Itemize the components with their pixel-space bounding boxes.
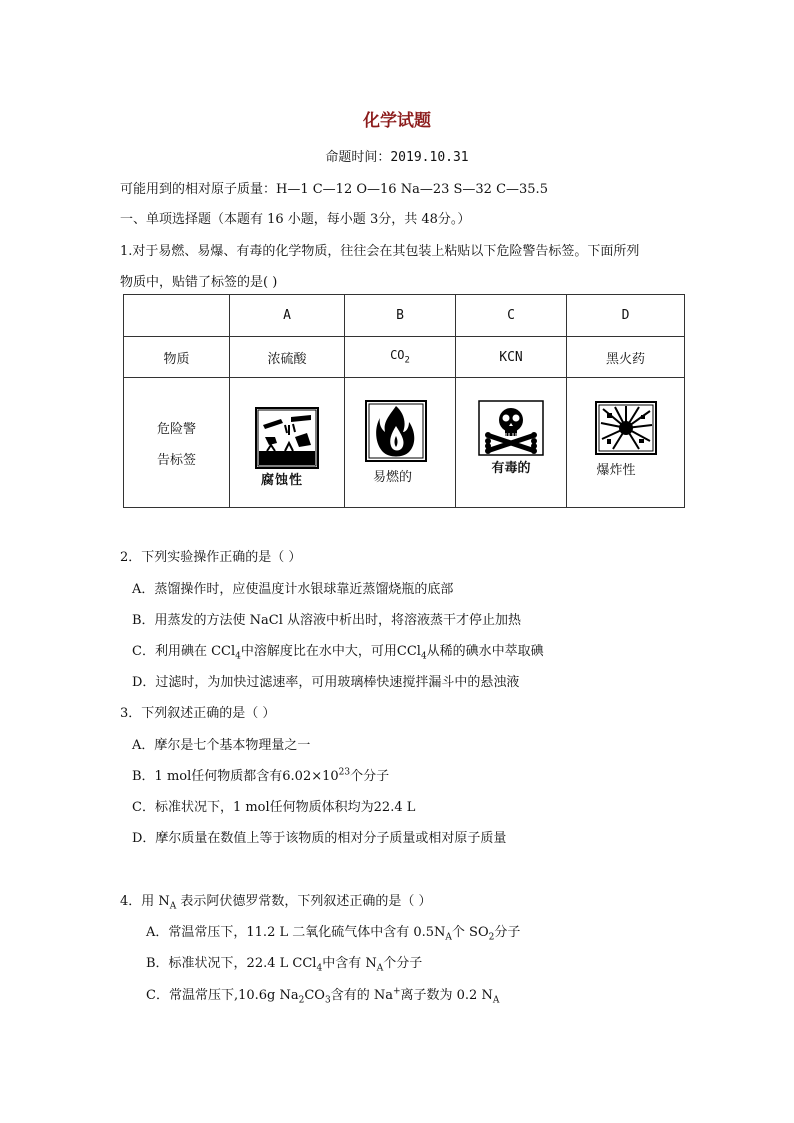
page-title: 化学试题 — [363, 111, 431, 131]
q2-option-a: A．蒸馏操作时，应使温度计水银球靠近蒸馏烧瓶的底部 — [132, 582, 454, 597]
col-header-c: C — [456, 295, 567, 337]
row-label-hazard: 危险警 告标签 — [124, 378, 230, 508]
q1-stem-line1: 1.对于易燃、易爆、有毒的化学物质，往往会在其包装上粘贴以下危险警告标签。下面所列 — [120, 244, 640, 259]
col-header-b: B — [345, 295, 456, 337]
q4-stem: 4．用 $N_A$ 表示阿伏德罗常数，下列叙述正确的是（ ） — [120, 894, 432, 912]
q3-option-a: A．摩尔是七个基本物理量之一 — [132, 738, 311, 753]
q3-stem: 3．下列叙述正确的是（ ） — [120, 706, 276, 721]
date-label: 命题时间： — [325, 150, 391, 165]
q4-option-b: B．标准状况下，22.4 L CCl$_4$中含有 $N_A$个分子 — [146, 956, 423, 974]
q3-option-b: B．1 mol任何物质都含有$6.02\times 10^{23}$个分子 — [132, 767, 390, 784]
corrosive-icon — [255, 407, 319, 469]
q2-option-b: B．用蒸发的方法使 NaCl 从溶液中析出时，将溶液蒸干才停止加热 — [132, 613, 522, 628]
sign-cell-d — [567, 378, 685, 508]
substance-c: KCN — [456, 337, 567, 378]
q3-option-c: C．标准状况下，1 mol任何物质体积均为22.4 L — [132, 800, 416, 815]
flammable-sign — [365, 400, 435, 485]
q2-stem: 2．下列实验操作正确的是（ ） — [120, 550, 302, 565]
explosive-sign — [593, 401, 659, 481]
col-header-a: A — [230, 295, 345, 337]
section-heading: 一、单项选择题（本题有 16 小题，每小题 3分，共 48分。） — [120, 212, 471, 227]
q2-option-c: C．利用碘在 CCl$_4$中溶解度比在水中大，可用CCl$_4$从稀的碘水中萃取碘 — [132, 644, 544, 662]
sign-cell-b — [345, 378, 456, 508]
table-corner-cell — [124, 295, 230, 337]
skull-crossbones-icon — [478, 400, 544, 456]
hazard-label-table — [123, 294, 685, 508]
col-header-d: D — [567, 295, 685, 337]
toxic-sign — [476, 400, 546, 482]
sign-label-c: 有毒的 — [491, 460, 531, 476]
row-label-substance: 物质 — [124, 337, 230, 378]
atomic-mass-line: 可能用到的相对原子质量：H—1 C—12 O—16 Na—23 S—32 C—35.5 — [120, 182, 548, 197]
q4-option-c: C．常温常压下,10.6g $Na_2CO_3$含有的 Na+离子数为 0.2 $N_A$ — [146, 986, 500, 1006]
q2-option-d: D．过滤时，为加快过滤速率，可用玻璃棒快速搅拌漏斗中的悬浊液 — [132, 675, 520, 690]
q4-option-a: A．常温常压下，11.2 L 二氧化硫气体中含有 $0.5N_A$个 $SO_2$分子 — [146, 925, 521, 943]
sign-cell-a — [230, 378, 345, 508]
sign-label-b: 易燃的 — [373, 469, 413, 485]
corrosive-sign — [255, 407, 319, 488]
exam-date — [0, 146, 794, 165]
substance-d: 黑火药 — [567, 337, 685, 378]
sign-label-d: 爆炸性 — [596, 462, 636, 478]
flame-icon — [365, 400, 427, 462]
q1-stem-line2: 物质中，贴错了标签的是( ) — [120, 275, 278, 290]
sign-label-a: 腐蚀性 — [261, 472, 304, 488]
explosion-icon — [595, 401, 657, 455]
date-value: 2019.10.31 — [390, 150, 469, 165]
substance-b: $CO_2$ — [345, 337, 456, 378]
q3-option-d: D．摩尔质量在数值上等于该物质的相对分子质量或相对原子质量 — [132, 831, 507, 846]
substance-a: 浓硫酸 — [230, 337, 345, 378]
sign-cell-c — [456, 378, 567, 508]
